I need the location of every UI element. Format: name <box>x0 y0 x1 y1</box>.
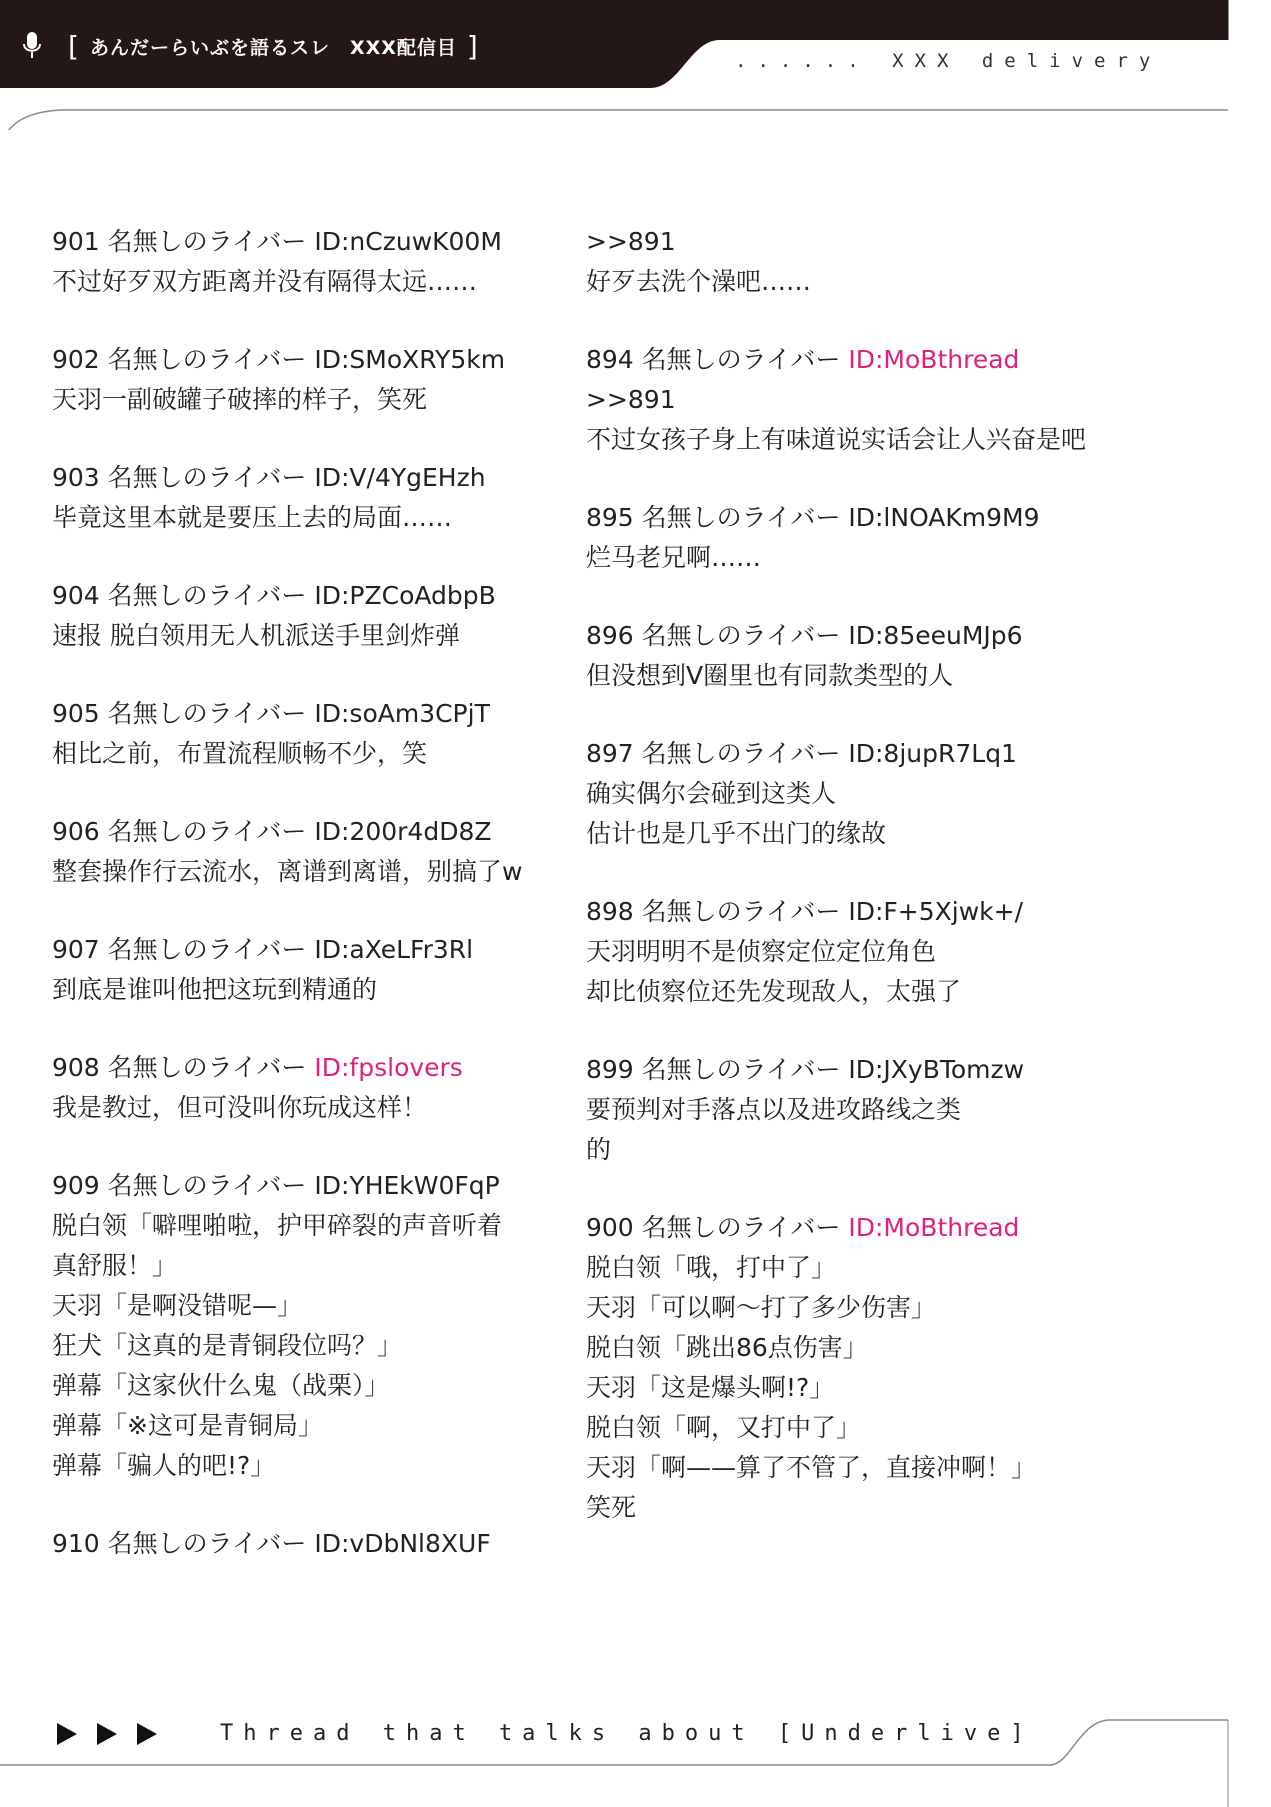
post-header <box>586 340 1146 380</box>
post-number: 903 <box>52 463 100 492</box>
post-body-line: 脱白领「跳出86点伤害」 <box>586 1333 868 1362</box>
post-body-line: 整套操作行云流水，离谱到离谱，别搞了w <box>52 857 523 886</box>
poster-id: ID:200r4dD8Z <box>314 817 492 846</box>
post-body-line: 天羽明明不是侦察定位定位角色 <box>586 937 937 966</box>
poster-name: 名無しのライバー <box>99 1053 315 1082</box>
post-number: 901 <box>52 227 100 256</box>
post-body-line: 相比之前，布置流程顺畅不少，笑 <box>52 739 428 768</box>
poster-name: 名無しのライバー <box>99 935 315 964</box>
post-header <box>586 892 1146 932</box>
poster-name: 名無しのライバー <box>633 503 849 532</box>
post-body-line: 的 <box>586 1135 612 1164</box>
post-body-line: 却比侦察位还先发现敌人，太强了 <box>586 977 962 1006</box>
post-header <box>52 694 552 734</box>
post-header <box>52 930 552 970</box>
poster-id: ID:F+5Xjwk+/ <box>848 897 1024 926</box>
poster-name: 名無しのライバー <box>633 897 849 926</box>
post <box>52 576 552 656</box>
post-number: 894 <box>586 345 634 374</box>
post-number: 905 <box>52 699 100 728</box>
play-arrow-icon <box>57 1723 77 1745</box>
poster-id: ID:PZCoAdbpB <box>314 581 496 610</box>
poster-name: 名無しのライバー <box>633 345 849 374</box>
footer-arrows <box>57 1723 157 1745</box>
post <box>52 1166 552 1486</box>
post-header <box>52 1048 552 1088</box>
post <box>52 812 552 892</box>
footer-text: Thread that talks about [Underlive] <box>220 1721 1034 1746</box>
poster-id: ID:8jupR7Lq1 <box>848 739 1017 768</box>
post-body-line: 真舒服！」 <box>52 1251 178 1280</box>
post-body-line: 弹幕「这家伙什么鬼（战栗）」 <box>52 1371 390 1400</box>
post <box>586 498 1146 578</box>
post-body-line: 天羽一副破罐子破摔的样子，笑死 <box>52 385 428 414</box>
post-header <box>52 458 552 498</box>
post-number: 896 <box>586 621 634 650</box>
poster-name: 名無しのライバー <box>99 227 315 256</box>
poster-id: ID:SMoXRY5km <box>314 345 506 374</box>
post-number: 900 <box>586 1213 634 1242</box>
poster-name: 名無しのライバー <box>633 1055 849 1084</box>
post-header <box>52 340 552 380</box>
play-arrow-icon <box>137 1723 157 1745</box>
post-header <box>52 1166 552 1206</box>
post-body-line: 但没想到V圈里也有同款类型的人 <box>586 661 954 690</box>
post <box>586 1208 1146 1528</box>
right-column <box>586 222 1146 1566</box>
post <box>52 694 552 774</box>
header-title-bar <box>22 26 489 66</box>
post-number: 897 <box>586 739 634 768</box>
post-body-line: 天羽「可以啊～打了多少伤害」 <box>586 1293 937 1322</box>
post-body-line: 脱白领「噼哩啪啦，护甲碎裂的声音听着 <box>52 1211 503 1240</box>
post <box>52 458 552 538</box>
post-body-line: 狂犬「这真的是青铜段位吗？」 <box>52 1331 403 1360</box>
post-number: 895 <box>586 503 634 532</box>
post-body-line: 毕竟这里本就是要压上去的局面…… <box>52 503 453 532</box>
post-header <box>586 498 1146 538</box>
post <box>52 340 552 420</box>
post-body-line: >>891 <box>586 385 676 414</box>
post-body-line: 烂马老兄啊…… <box>586 543 762 572</box>
post-body-line: >>891 <box>586 227 676 256</box>
post-body-line: 笑死 <box>586 1493 637 1522</box>
poster-name: 名無しのライバー <box>99 817 315 846</box>
poster-id: ID:vDbNl8XUF <box>314 1529 491 1558</box>
post-number: 904 <box>52 581 100 610</box>
poster-id: ID:MoBthread <box>848 1213 1020 1242</box>
poster-id: ID:JXyBTomzw <box>848 1055 1025 1084</box>
post-body-line: 天羽「是啊没错呢—」 <box>52 1291 303 1320</box>
post-header <box>52 222 552 262</box>
post-body-line: 弹幕「骗人的吧!?」 <box>52 1451 276 1480</box>
post-body-line: 要预判对手落点以及进攻路线之类 <box>586 1095 962 1124</box>
post-body-line: 天羽「啊——算了不管了，直接冲啊！」 <box>586 1453 1037 1482</box>
post <box>586 616 1146 696</box>
post <box>586 734 1146 854</box>
poster-id: ID:85eeuMJp6 <box>848 621 1023 650</box>
post-number: 906 <box>52 817 100 846</box>
poster-name: 名無しのライバー <box>99 581 315 610</box>
poster-name: 名無しのライバー <box>99 463 315 492</box>
post-header <box>52 576 552 616</box>
post <box>586 892 1146 1012</box>
header-title: あんだーらいぶを語るスレ XXX配信目 <box>89 36 457 59</box>
post-body-line: 速报 脱白领用无人机派送手里剑炸弹 <box>52 621 460 650</box>
post-body-line: 脱白领「啊，又打中了」 <box>586 1413 862 1442</box>
post-body-line: 估计也是几乎不出门的缘故 <box>586 819 887 848</box>
poster-id: ID:V/4YgEHzh <box>314 463 486 492</box>
post-body-line: 不过女孩子身上有味道说实话会让人兴奋是吧 <box>586 425 1087 454</box>
play-arrow-icon <box>97 1723 117 1745</box>
header-subtitle: ...... XXX delivery <box>735 50 1162 72</box>
post-body-line: 确实偶尔会碰到这类人 <box>586 779 837 808</box>
poster-name: 名無しのライバー <box>633 739 849 768</box>
poster-id: ID:fpslovers <box>314 1053 463 1082</box>
post-body-line: 弹幕「※这可是青铜局」 <box>52 1411 323 1440</box>
post-number: 910 <box>52 1529 100 1558</box>
post <box>52 1524 552 1564</box>
poster-name: 名無しのライバー <box>633 621 849 650</box>
post-header <box>52 1524 552 1564</box>
open-bracket: [ <box>68 29 80 63</box>
poster-id: ID:YHEkW0FqP <box>314 1171 500 1200</box>
post-number: 908 <box>52 1053 100 1082</box>
poster-name: 名無しのライバー <box>99 1171 315 1200</box>
post-body-line: 天羽「这是爆头啊!?」 <box>586 1373 835 1402</box>
post <box>586 340 1146 460</box>
post-header <box>586 734 1146 774</box>
poster-id: ID:aXeLFr3Rl <box>314 935 474 964</box>
post-header <box>52 812 552 852</box>
post <box>586 222 1146 302</box>
post <box>52 930 552 1010</box>
post-number: 907 <box>52 935 100 964</box>
post-header <box>586 1050 1146 1090</box>
poster-id: ID:lNOAKm9M9 <box>848 503 1040 532</box>
post-number: 909 <box>52 1171 100 1200</box>
poster-name: 名無しのライバー <box>99 699 315 728</box>
poster-name: 名無しのライバー <box>633 1213 849 1242</box>
post-number: 899 <box>586 1055 634 1084</box>
post-number: 898 <box>586 897 634 926</box>
post-header <box>586 616 1146 656</box>
microphone-icon <box>22 31 42 61</box>
poster-name: 名無しのライバー <box>99 345 315 374</box>
footer-banner <box>0 1700 1271 1807</box>
close-bracket: ] <box>466 29 479 63</box>
post <box>586 1050 1146 1170</box>
post-body-line: 到底是谁叫他把这玩到精通的 <box>52 975 378 1004</box>
poster-id: ID:soAm3CPjT <box>314 699 490 728</box>
poster-id: ID:MoBthread <box>848 345 1020 374</box>
post-number: 902 <box>52 345 100 374</box>
poster-name: 名無しのライバー <box>99 1529 315 1558</box>
post-body-line: 脱白领「哦，打中了」 <box>586 1253 837 1282</box>
post-body-line: 好歹去洗个澡吧…… <box>586 267 812 296</box>
post <box>52 1048 552 1128</box>
post-body-line: 不过好歹双方距离并没有隔得太远…… <box>52 267 478 296</box>
left-column <box>52 222 552 1602</box>
post-header <box>586 1208 1146 1248</box>
poster-id: ID:nCzuwK00M <box>314 227 502 256</box>
post <box>52 222 552 302</box>
post-body-line: 我是教过，但可没叫你玩成这样！ <box>52 1093 428 1122</box>
